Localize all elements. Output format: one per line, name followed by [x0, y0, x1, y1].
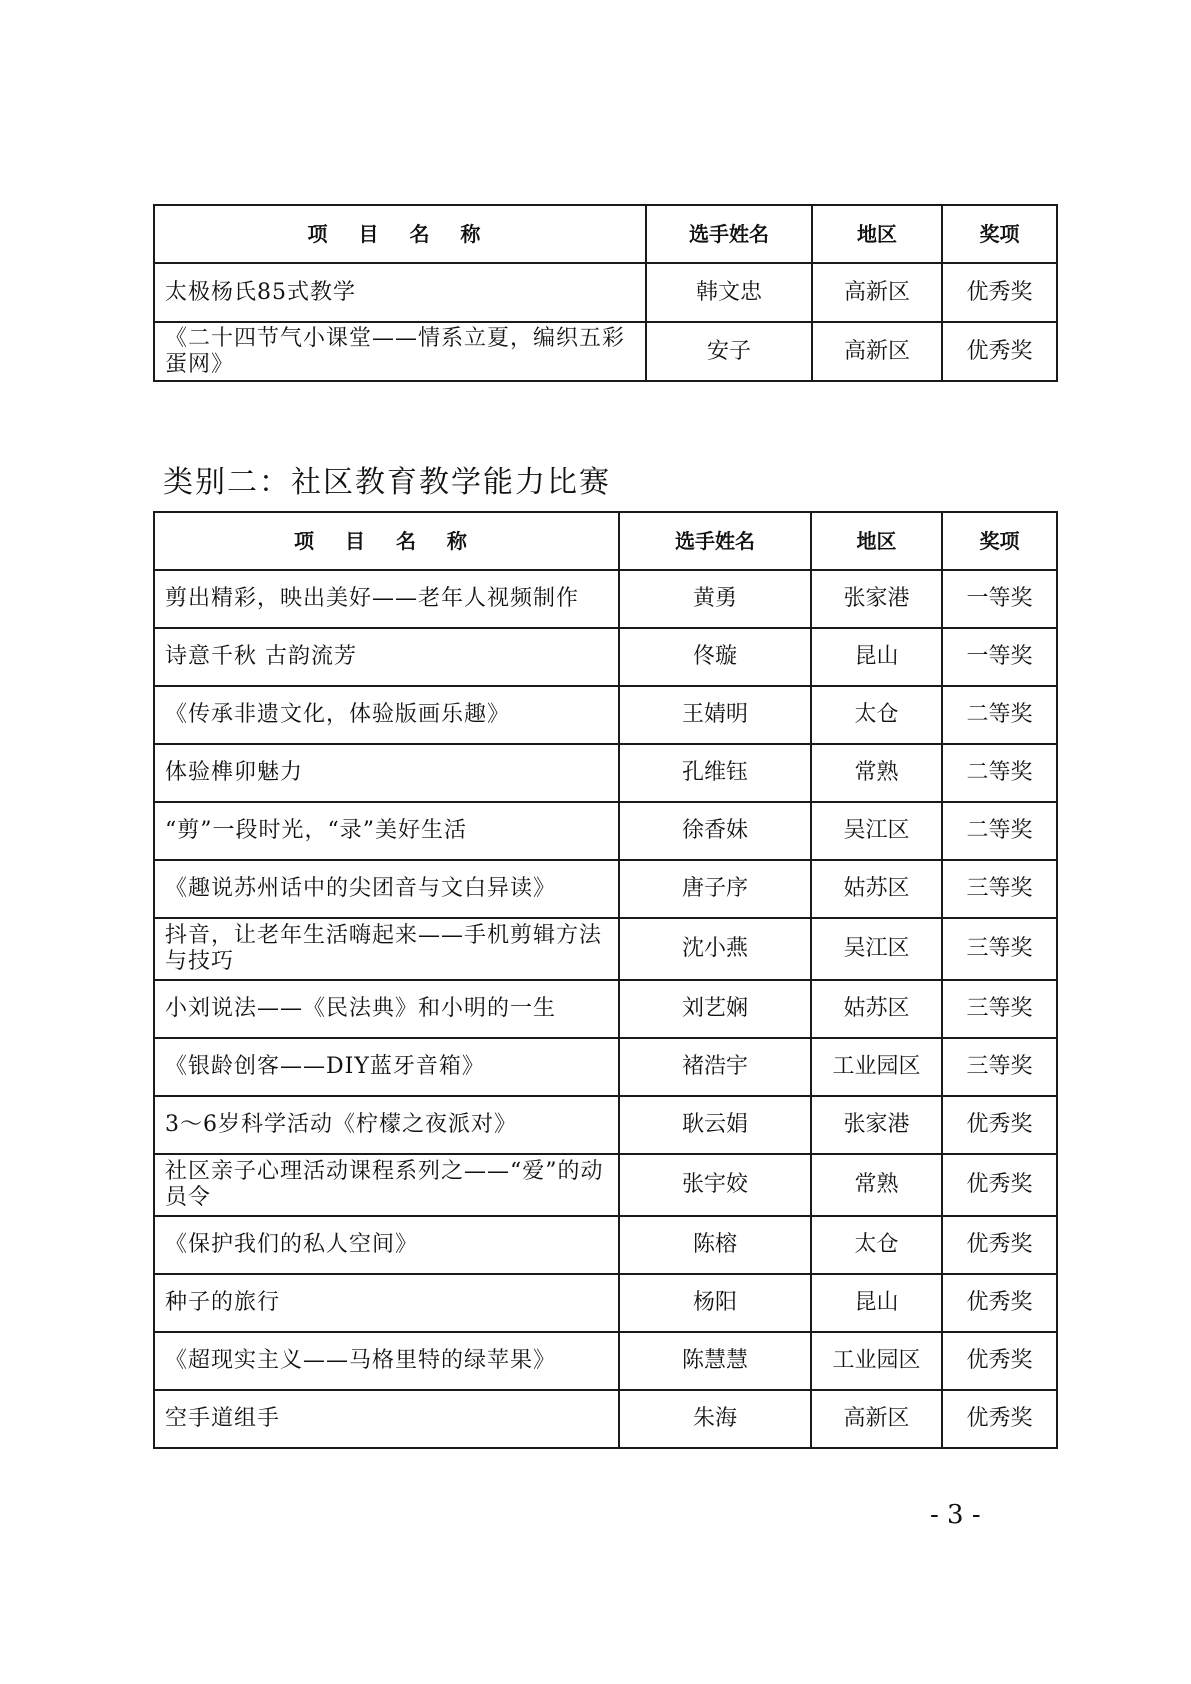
cell-player: 沈小燕	[619, 918, 811, 980]
cell-award: 三等奖	[942, 980, 1057, 1038]
cell-player: 孔维钰	[619, 744, 811, 802]
table-row	[154, 1096, 1057, 1154]
cell-award: 优秀奖	[942, 1096, 1057, 1154]
cell-region: 吴江区	[811, 802, 942, 860]
table-row	[154, 1216, 1057, 1274]
header-project-name: 项 目 名 称	[154, 205, 646, 263]
cell-project: 社区亲子心理活动课程系列之——“爱”的动员令	[154, 1154, 619, 1216]
cell-player: 耿云娟	[619, 1096, 811, 1154]
cell-player: 杨阳	[619, 1274, 811, 1332]
cell-award: 优秀奖	[942, 1390, 1057, 1448]
cell-project: 《保护我们的私人空间》	[154, 1216, 619, 1274]
cell-player: 佟璇	[619, 628, 811, 686]
section-heading: 类别二：社区教育教学能力比赛	[163, 465, 611, 500]
cell-award: 二等奖	[942, 744, 1057, 802]
cell-region: 高新区	[812, 322, 942, 381]
cell-region: 高新区	[812, 263, 942, 322]
header-award: 奖项	[942, 512, 1057, 570]
table-row	[154, 860, 1057, 918]
cell-project: 3～6岁科学活动《柠檬之夜派对》	[154, 1096, 619, 1154]
table-header-row	[154, 512, 1057, 570]
cell-project: 《银龄创客——DIY蓝牙音箱》	[154, 1038, 619, 1096]
header-player-name: 选手姓名	[646, 205, 812, 263]
table-row	[154, 263, 1057, 322]
cell-award: 优秀奖	[942, 1216, 1057, 1274]
cell-award: 优秀奖	[942, 1274, 1057, 1332]
cell-player: 王婧明	[619, 686, 811, 744]
cell-award: 优秀奖	[942, 322, 1057, 381]
cell-project: 《传承非遗文化，体验版画乐趣》	[154, 686, 619, 744]
cell-award: 优秀奖	[942, 263, 1057, 322]
cell-award: 一等奖	[942, 570, 1057, 628]
cell-player: 陈榕	[619, 1216, 811, 1274]
cell-award: 三等奖	[942, 1038, 1057, 1096]
cell-award: 三等奖	[942, 860, 1057, 918]
cell-region: 常熟	[811, 744, 942, 802]
table-row	[154, 1038, 1057, 1096]
cell-region: 张家港	[811, 570, 942, 628]
cell-project: 种子的旅行	[154, 1274, 619, 1332]
header-region: 地区	[812, 205, 942, 263]
cell-project: “剪”一段时光，“录”美好生活	[154, 802, 619, 860]
cell-region: 高新区	[811, 1390, 942, 1448]
table-row	[154, 802, 1057, 860]
page-number: - 3 -	[930, 1500, 981, 1530]
cell-award: 优秀奖	[942, 1154, 1057, 1216]
cell-player: 张宇姣	[619, 1154, 811, 1216]
table-header-row	[154, 205, 1057, 263]
cell-award: 优秀奖	[942, 1332, 1057, 1390]
table-row	[154, 628, 1057, 686]
cell-project: 抖音，让老年生活嗨起来——手机剪辑方法与技巧	[154, 918, 619, 980]
cell-player: 韩文忠	[646, 263, 812, 322]
cell-project: 诗意千秋 古韵流芳	[154, 628, 619, 686]
cell-project: 体验榫卯魅力	[154, 744, 619, 802]
cell-project: 《超现实主义——马格里特的绿苹果》	[154, 1332, 619, 1390]
cell-region: 张家港	[811, 1096, 942, 1154]
table-row	[154, 322, 1057, 381]
table-row	[154, 1332, 1057, 1390]
table-row	[154, 570, 1057, 628]
cell-project: 《二十四节气小课堂——情系立夏，编织五彩蛋网》	[154, 322, 646, 381]
cell-project: 小刘说法——《民法典》和小明的一生	[154, 980, 619, 1038]
cell-award: 二等奖	[942, 802, 1057, 860]
cell-project: 《趣说苏州话中的尖团音与文白异读》	[154, 860, 619, 918]
cell-player: 朱海	[619, 1390, 811, 1448]
cell-region: 太仓	[811, 1216, 942, 1274]
cell-region: 姑苏区	[811, 860, 942, 918]
cell-project: 剪出精彩，映出美好——老年人视频制作	[154, 570, 619, 628]
cell-player: 褚浩宇	[619, 1038, 811, 1096]
award-table-1	[153, 204, 1058, 382]
cell-project: 空手道组手	[154, 1390, 619, 1448]
cell-project: 太极杨氏85式教学	[154, 263, 646, 322]
header-player-name: 选手姓名	[619, 512, 811, 570]
cell-player: 徐香妹	[619, 802, 811, 860]
cell-player: 唐子序	[619, 860, 811, 918]
table-row	[154, 1390, 1057, 1448]
award-table-2	[153, 511, 1058, 1449]
header-award: 奖项	[942, 205, 1057, 263]
cell-region: 姑苏区	[811, 980, 942, 1038]
cell-region: 吴江区	[811, 918, 942, 980]
table-row	[154, 980, 1057, 1038]
cell-player: 陈慧慧	[619, 1332, 811, 1390]
cell-player: 刘艺娴	[619, 980, 811, 1038]
cell-award: 二等奖	[942, 686, 1057, 744]
table-row	[154, 744, 1057, 802]
header-project-name: 项 目 名 称	[154, 512, 619, 570]
cell-region: 太仓	[811, 686, 942, 744]
header-region: 地区	[811, 512, 942, 570]
cell-region: 昆山	[811, 1274, 942, 1332]
cell-region: 工业园区	[811, 1038, 942, 1096]
table-row	[154, 918, 1057, 980]
cell-player: 安子	[646, 322, 812, 381]
table-row	[154, 1154, 1057, 1216]
cell-player: 黄勇	[619, 570, 811, 628]
cell-award: 一等奖	[942, 628, 1057, 686]
table-row	[154, 1274, 1057, 1332]
cell-region: 常熟	[811, 1154, 942, 1216]
cell-award: 三等奖	[942, 918, 1057, 980]
cell-region: 昆山	[811, 628, 942, 686]
cell-region: 工业园区	[811, 1332, 942, 1390]
table-row	[154, 686, 1057, 744]
